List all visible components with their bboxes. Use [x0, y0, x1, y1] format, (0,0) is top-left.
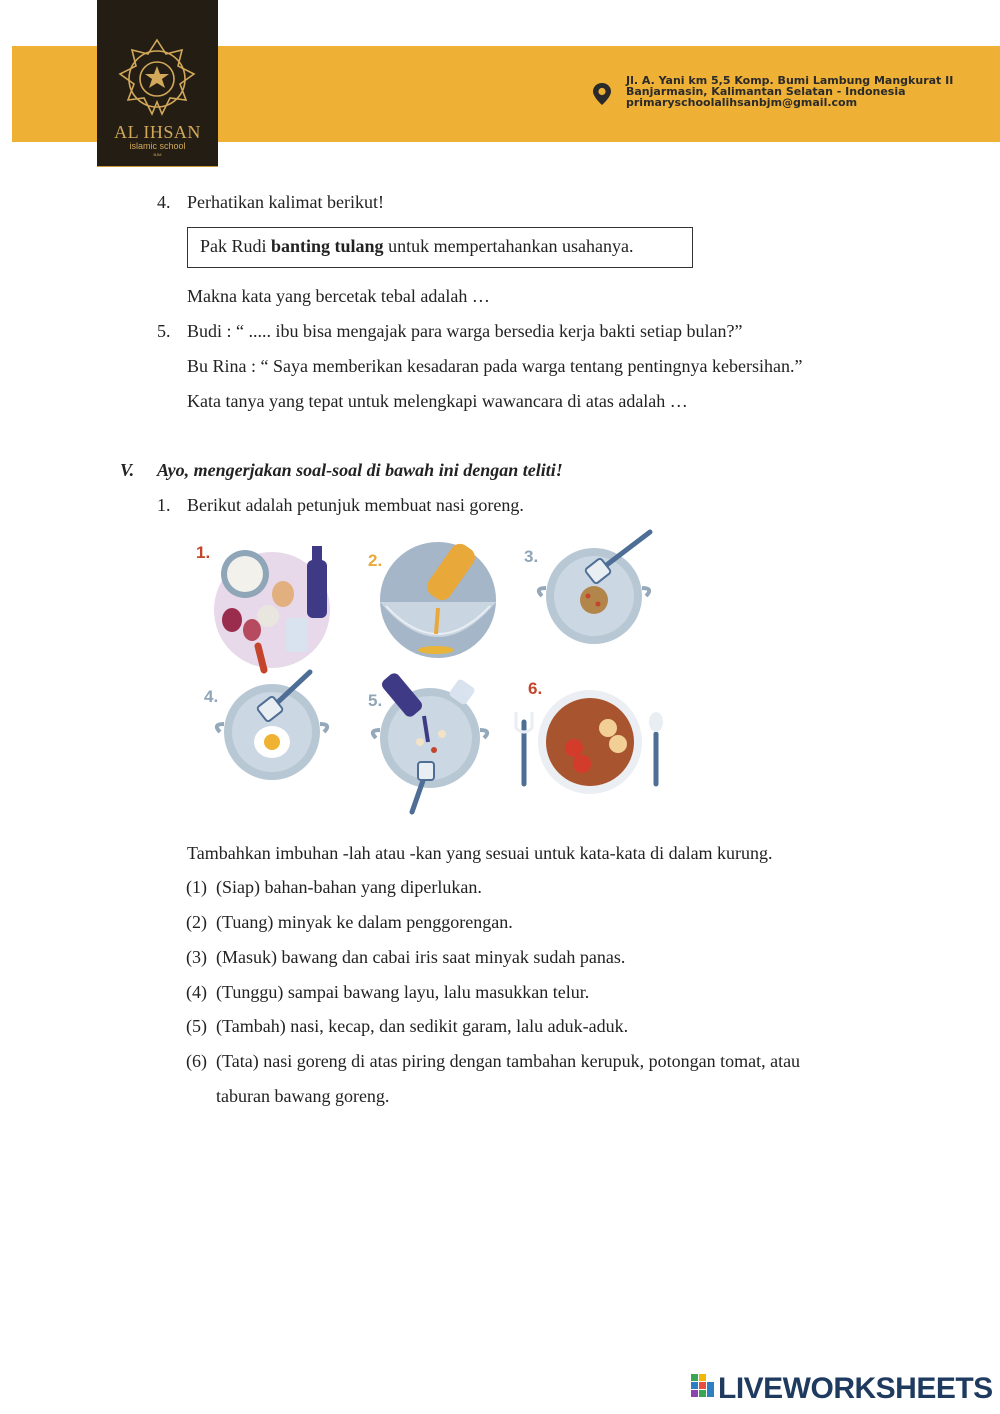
school-address: [626, 75, 953, 108]
item-number: (4): [186, 982, 207, 1002]
q4-sentence-box: [187, 227, 693, 268]
q4-box-prefix: Pak Rudi: [200, 236, 272, 256]
item-text: (Tata) nasi goreng di atas piring dengan tambahan kerupuk, potongan tomat, atau: [216, 1051, 801, 1071]
item-text: (Masuk) bawang dan cabai iris saat minyak sudah panas.: [216, 947, 626, 967]
item-number: (5): [186, 1016, 207, 1036]
step-label-1: 1.: [196, 543, 211, 562]
s5-q1-text: Berikut adalah petunjuk membuat nasi goreng.: [187, 495, 524, 515]
item-text: (Tunggu) sampai bawang layu, lalu masukkan telur.: [216, 982, 590, 1002]
q4-bold-phrase: banting tulang: [271, 236, 384, 256]
q4-sentence: [200, 236, 633, 257]
liveworksheets-brand: LIVEWORKSHEETS: [718, 1372, 993, 1405]
q4-box-suffix: untuk mempertahankan usahanya.: [383, 236, 634, 256]
q5-line-3: Kata tanya yang tepat untuk melengkapi wawancara di atas adalah …: [187, 391, 688, 411]
step-label-6: 6.: [528, 679, 543, 698]
step-label-3: 3.: [524, 547, 539, 566]
logo-name: AL IHSAN: [114, 122, 201, 142]
location-pin-icon: [592, 82, 612, 106]
liveworksheets-logo-icon: [691, 1374, 715, 1398]
step-label-2: 2.: [368, 551, 383, 570]
address-line-1: Jl. A. Yani km 5,5 Komp. Bumi Lambung Mangkurat II: [626, 74, 954, 87]
item-text: (Siap) bahan-bahan yang diperlukan.: [216, 877, 482, 897]
step-2-pouring-oil: [380, 540, 496, 658]
item-text: (Tuang) minyak ke dalam penggorengan.: [216, 912, 513, 932]
step-5-soy-sauce: [373, 671, 487, 812]
logo-subtitle: islamic school: [129, 141, 186, 151]
address-line-2: Banjarmasin, Kalimantan Selatan - Indonesia: [626, 85, 906, 98]
q5-line-2: Bu Rina : “ Saya memberikan kesadaran pada warga tentang pentingnya kebersihan.”: [187, 356, 803, 376]
instruction: Tambahkan imbuhan -lah atau -kan yang sesuai untuk kata-kata di dalam kurung.: [187, 843, 773, 863]
q4-number: 4.: [157, 192, 171, 212]
item-text-continuation: taburan bawang goreng.: [216, 1086, 390, 1106]
step-label-4: 4.: [204, 687, 219, 706]
section-numeral: V.: [120, 460, 135, 480]
address-email: primaryschoolalihsanbjm@gmail.com: [626, 96, 858, 109]
logo-tiny-text: BJM: [153, 152, 162, 157]
school-logo: [97, 0, 218, 166]
step-4-egg: [217, 672, 327, 780]
q4-question: Makna kata yang bercetak tebal adalah …: [187, 286, 490, 306]
step-3-stirring: [539, 532, 650, 644]
q5-number: 5.: [157, 321, 171, 341]
s5-q1-number: 1.: [157, 495, 171, 515]
emblem-icon: [106, 36, 209, 122]
item-text: (Tambah) nasi, kecap, dan sedikit garam, lalu aduk-aduk.: [216, 1016, 629, 1036]
item-number: (1): [186, 877, 207, 897]
section-title: Ayo, mengerjakan soal-soal di bawah ini dengan teliti!: [157, 460, 563, 480]
item-number: (6): [186, 1051, 207, 1071]
item-number: (3): [186, 947, 207, 967]
q5-line-1: Budi : “ ..... ibu bisa mengajak para warga bersedia kerja bakti setiap bulan?”: [187, 321, 743, 341]
step-1-ingredients: [214, 546, 330, 670]
step-label-5: 5.: [368, 691, 383, 710]
item-number: (2): [186, 912, 207, 932]
fried-rice-steps-illustration: [190, 522, 675, 834]
q4-prompt: Perhatikan kalimat berikut!: [187, 192, 384, 212]
step-6-plated-rice: [516, 690, 663, 794]
